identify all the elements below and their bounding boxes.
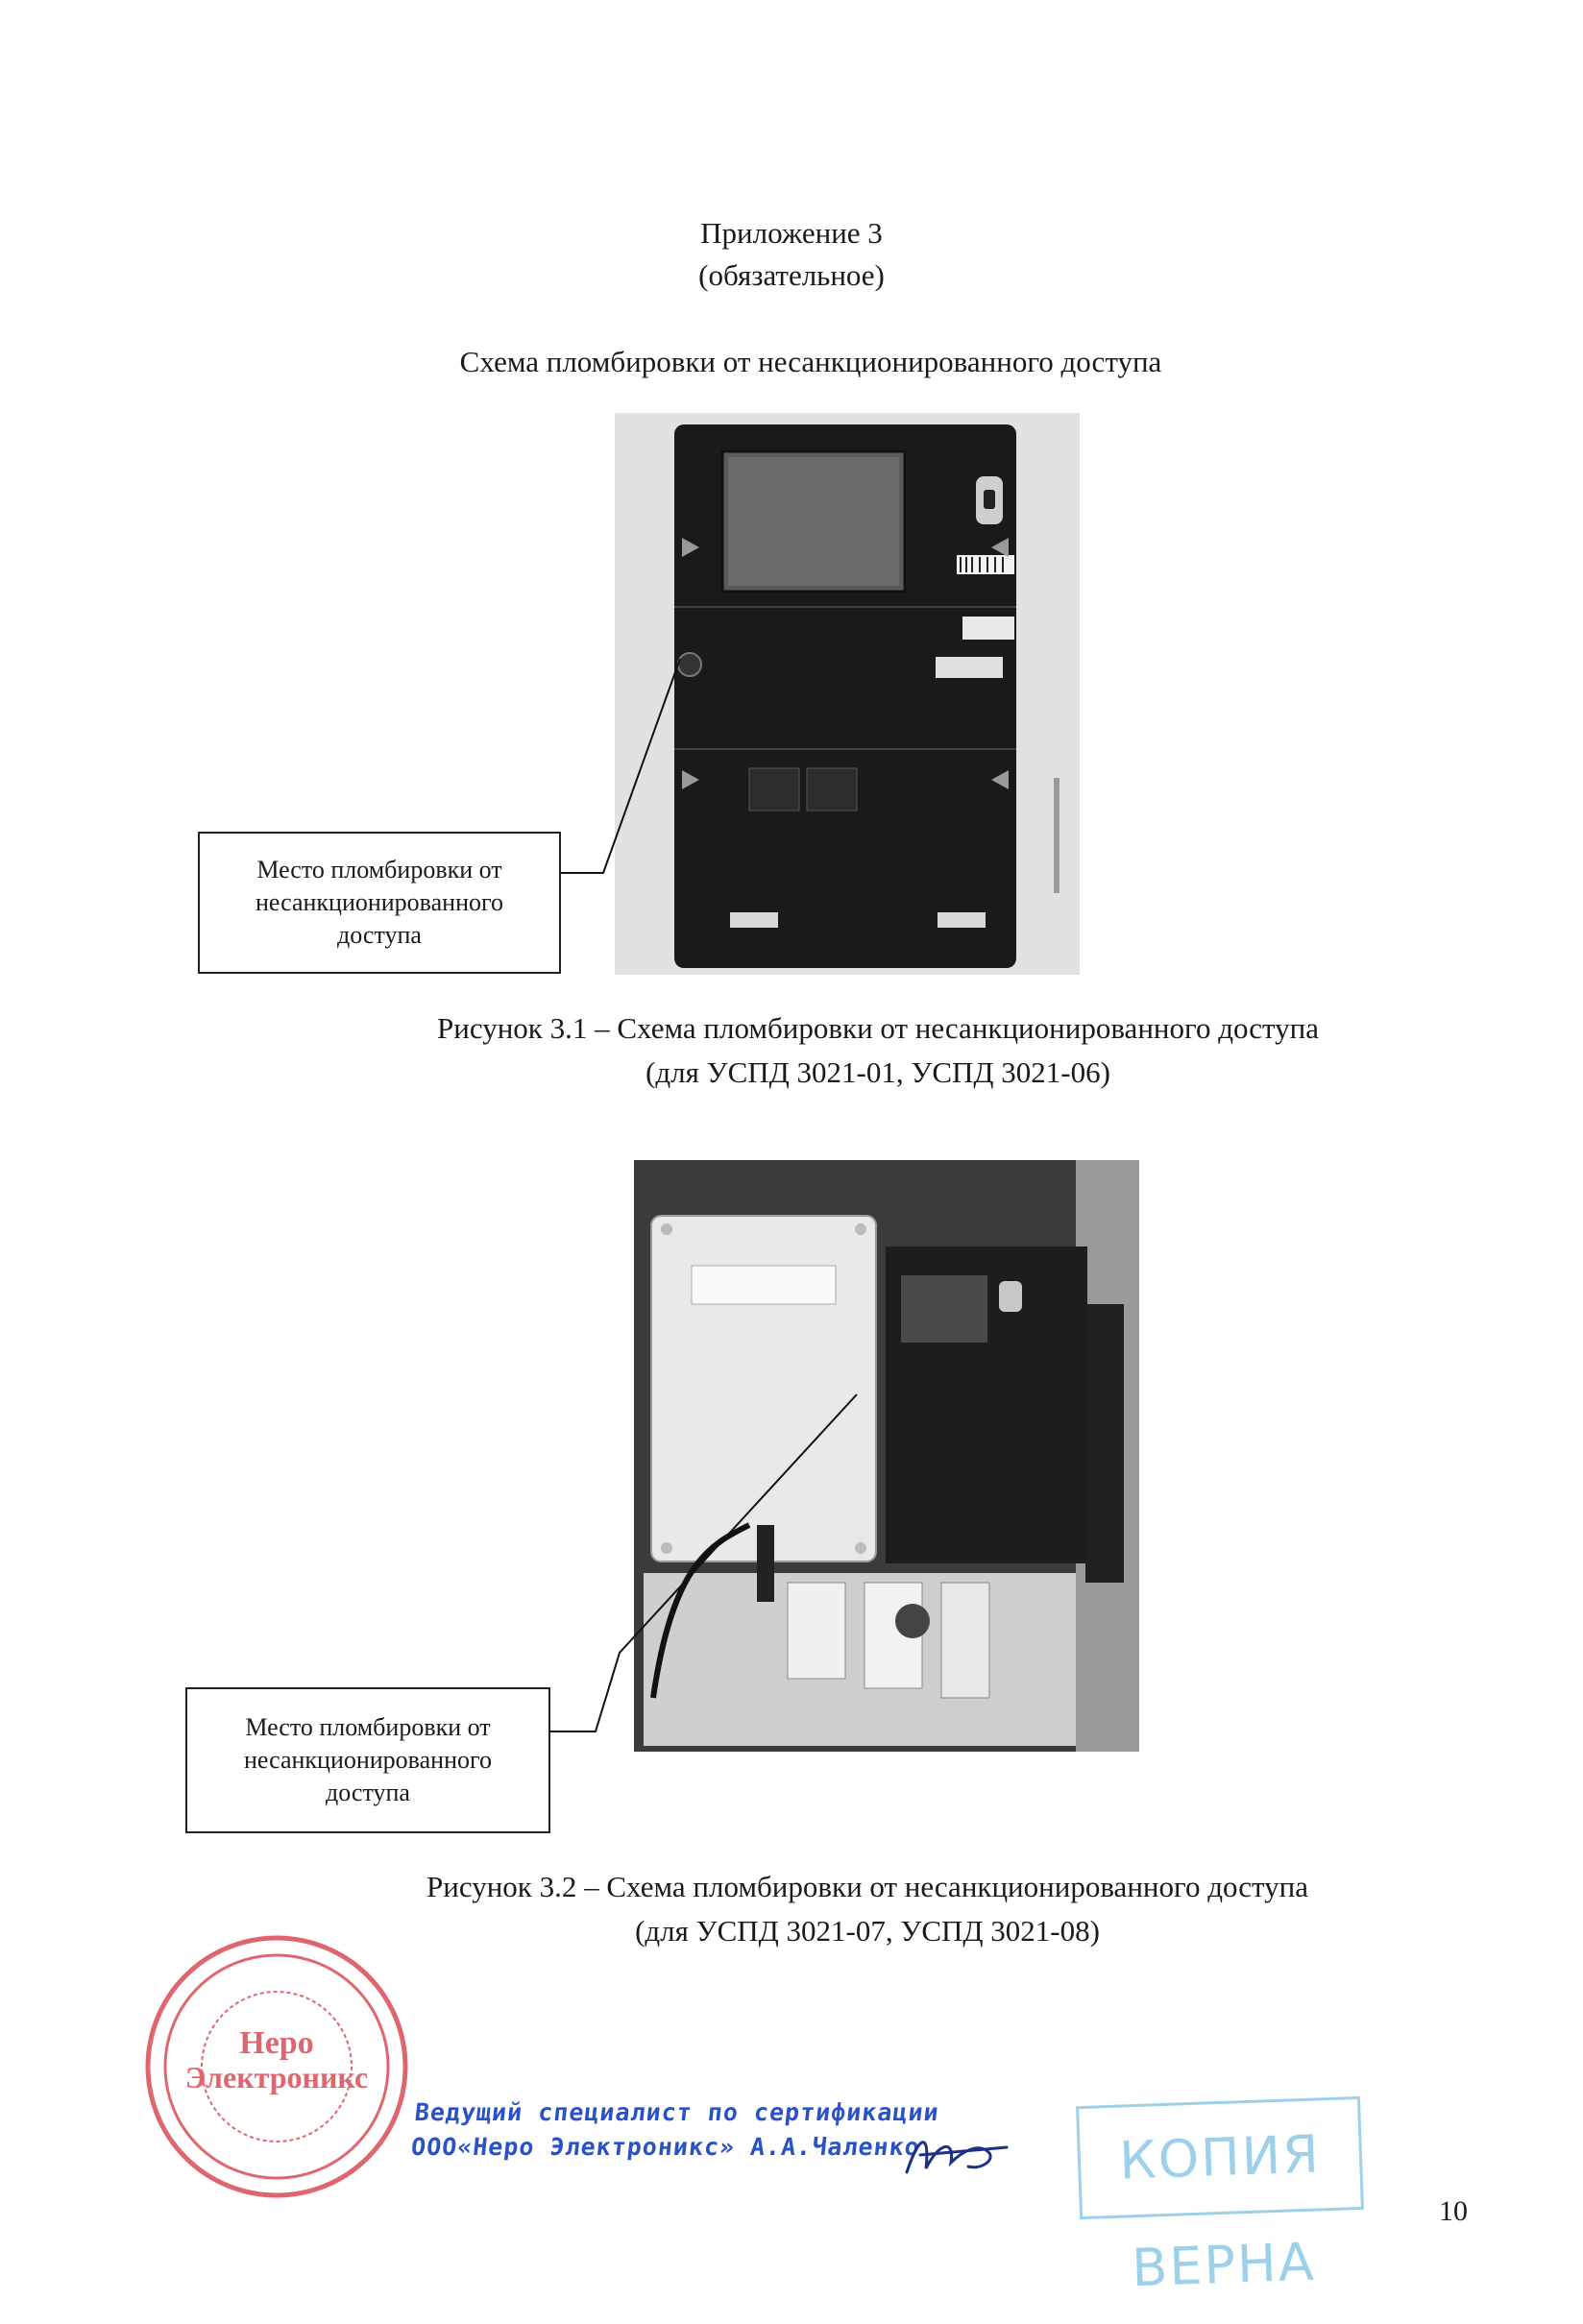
- signature-stamp: [409, 2095, 940, 2165]
- annex-subtitle: (обязательное): [698, 258, 885, 292]
- callout-line: Место пломбировки от: [245, 1713, 491, 1741]
- annex-title: Приложение 3: [700, 216, 883, 250]
- figure-2-photo: [634, 1160, 1139, 1752]
- copy-certified-stamp: КОПИЯ ВЕРНА: [1076, 2096, 1364, 2219]
- handwritten-signature: [901, 2122, 1016, 2190]
- scheme-title: Схема пломбировки от несанкционированного доступа: [459, 345, 1162, 378]
- callout-line: несанкционированного: [255, 888, 504, 916]
- stamp-line: ООО«Неро Электроникс» А.А.Чаленко: [409, 2133, 922, 2161]
- callout-line: доступа: [326, 1779, 410, 1806]
- callout-line: доступа: [337, 921, 422, 949]
- figure-2-callout: [185, 1687, 550, 1833]
- seal-text-line: Неро: [239, 2025, 314, 2061]
- seal-text-line: Электроникс: [184, 2060, 369, 2094]
- figure-1-caption: Рисунок 3.1 – Схема пломбировки от несанкционированного доступа: [437, 1011, 1319, 1045]
- figure-2-caption: Рисунок 3.2 – Схема пломбировки от несанкционированного доступа: [426, 1870, 1308, 1903]
- figure-2-caption-models: (для УСПД 3021-07, УСПД 3021-08): [635, 1914, 1100, 1948]
- callout-line: несанкционированного: [243, 1746, 493, 1774]
- round-seal: [104, 1923, 450, 2211]
- page-number: 10: [1439, 2195, 1468, 2227]
- callout-line: Место пломбировки от: [256, 856, 502, 884]
- figure-1-photo: [615, 413, 1080, 975]
- figure-1-caption-models: (для УСПД 3021-01, УСПД 3021-06): [645, 1055, 1110, 1089]
- figure-1-callout: [198, 832, 561, 974]
- stamp-line: Ведущий специалист по сертификации: [413, 2098, 941, 2126]
